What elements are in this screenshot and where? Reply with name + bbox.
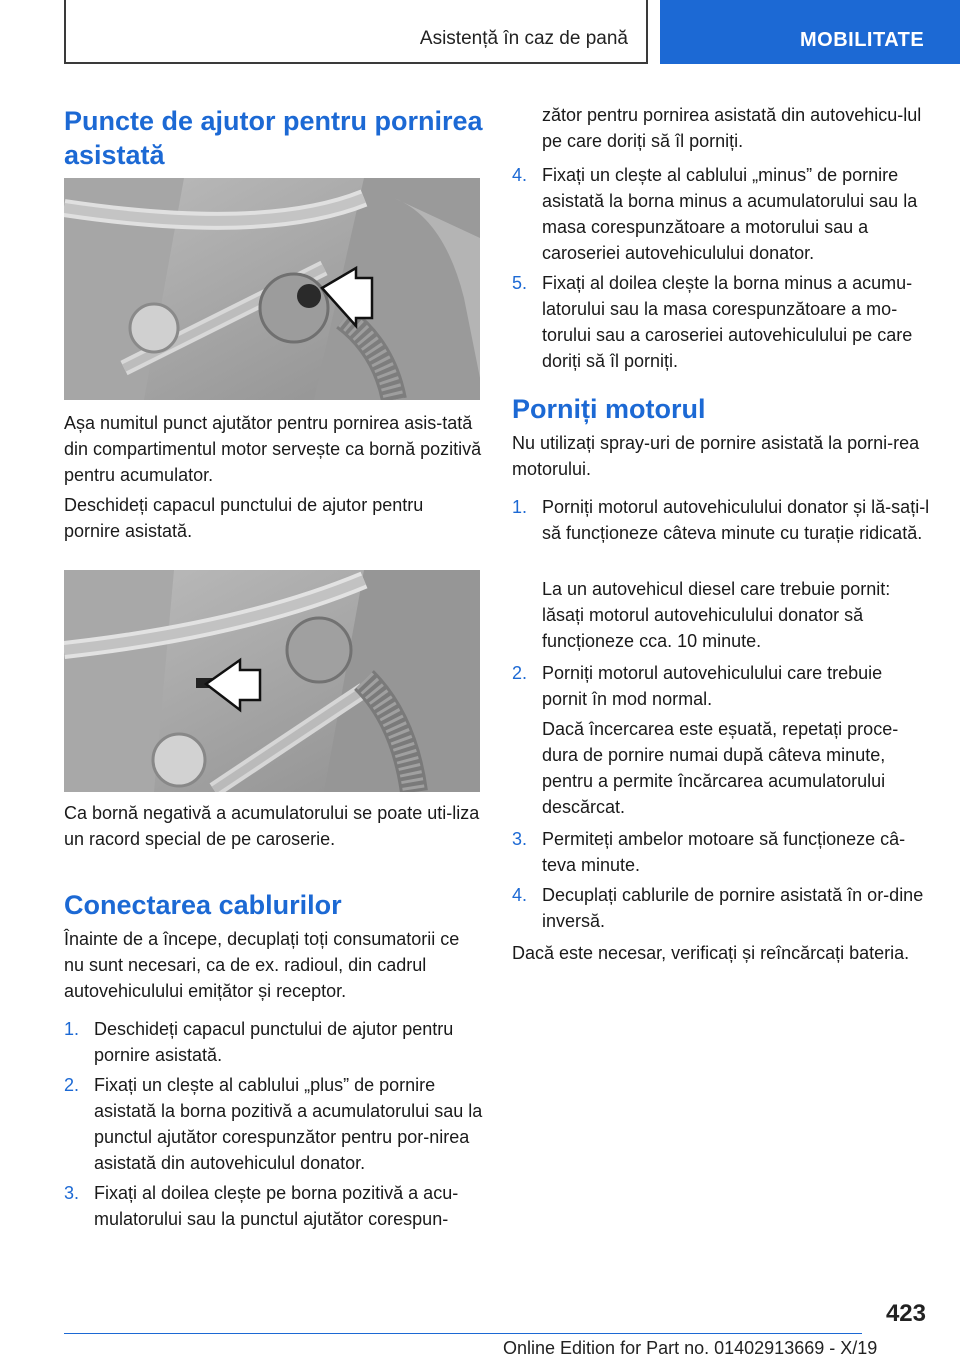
list-number: 3. [64, 1183, 80, 1203]
list-item [512, 882, 932, 934]
paragraph-open-cover: Deschideți capacul punctului de ajutor pentru pornire asistată. [64, 495, 424, 541]
list-item [64, 1180, 484, 1232]
paragraph-no-spray: Nu utilizați spray-uri de pornire asistată la porni-rea motorului. [512, 433, 920, 479]
paragraph-negative-terminal: Ca bornă negativă a acumulatorului se poate uti-liza un racord special de pe caroserie. [64, 803, 480, 849]
page-number: 423 [885, 1300, 926, 1327]
header-box [64, 0, 648, 64]
list-text: Permiteți ambelor motoare să funcționeze câ-teva minute. [542, 829, 906, 875]
footer-edition: Online Edition for Part no. 01402913669 - X/19 [503, 1338, 878, 1358]
list-item [64, 1016, 484, 1068]
list-text: Fixați un clește al cablului „plus” de pornire asistată la borna pozitivă a acumulatorului sau la punctul ajutător corespunzător pentru por-nirea asistată din autovehiculul donator. [94, 1075, 483, 1173]
list-text: La un autovehicul diesel care trebuie pornit: lăsați motorul autovehiculului donator să funcționeze cca. 10 minute. [542, 579, 891, 651]
list-text: Decuplați cablurile de pornire asistată în or-dine inversă. [542, 885, 924, 931]
list-number: 2. [64, 1075, 80, 1095]
list-number: 1. [512, 497, 528, 517]
list-text: Dacă încercarea este eșuată, repetați proce-dura de pornire numai după câteva minute, pentru a permite încărcarea acumulatorului descărcat. [542, 719, 899, 817]
list-number: 2. [512, 663, 528, 683]
paragraph-continued: zător pentru pornirea asistată din autovehicu-lul pe care doriți să îl porniți. [542, 105, 922, 151]
engine-photo-positive [64, 178, 480, 400]
list-item [512, 270, 932, 374]
list-text: Porniți motorul autovehiculului donator și lă-sați-l să funcționeze câteva minute cu turație ridicată. [542, 497, 930, 543]
list-number: 4. [512, 885, 528, 905]
list-item [512, 660, 932, 712]
list-item [512, 826, 932, 878]
list-item [512, 162, 932, 266]
engine-photo-negative [64, 570, 480, 792]
list-text: Porniți motorul autovehiculului care trebuie pornit în mod normal. [542, 663, 883, 709]
list-item [512, 716, 932, 820]
list-text: Fixați al doilea clește pe borna pozitivă a acu-mulatorului sau la punctul ajutător corespun- [94, 1183, 459, 1229]
engine-photo-positive-illustration [64, 178, 480, 400]
list-text: Fixați al doilea clește la borna minus a acumu-latorului sau la masa corespunzătoare a mo-torului sau a caroseriei autovehiculului pe care doriți să îl porniți. [542, 273, 913, 371]
heading-start-engine: Porniți motorul [512, 394, 706, 424]
paragraph-check-battery: Dacă este necesar, verificați și reîncărcați bateria. [512, 943, 910, 963]
list-text: Deschideți capacul punctului de ajutor pentru pornire asistată. [94, 1019, 454, 1065]
list-number: 5. [512, 273, 528, 293]
list-item [512, 494, 932, 572]
list-number: 3. [512, 829, 528, 849]
heading-jump-points: Puncte de ajutor pentru pornirea asistată [64, 106, 483, 170]
list-number: 4. [512, 165, 528, 185]
engine-photo-negative-illustration [64, 570, 480, 792]
list-item [512, 576, 932, 654]
paragraph-jump-point-desc: Așa numitul punct ajutător pentru pornirea asis-tată din compartimentul motor servește ca bornă pozitivă pentru acumulator. [64, 413, 482, 485]
heading-connect-cables: Conectarea cablurilor [64, 890, 342, 920]
footer-divider [64, 1333, 862, 1334]
chapter-tab: MOBILITATE [660, 0, 960, 64]
list-text: Fixați un clește al cablului „minus” de pornire asistată la borna minus a acumulatorului sau la masa corespunzătoare a motorului sau a caroseriei autovehiculului donator. [542, 165, 918, 263]
section-title: Asistență în caz de pană [419, 28, 628, 49]
paragraph-before-start: Înainte de a începe, decuplați toți consumatorii ce nu sunt necesari, ca de ex. radioul, din cadrul autovehiculului emițător și receptor. [64, 929, 460, 1001]
list-number: 1. [64, 1019, 80, 1039]
list-item [64, 1072, 484, 1176]
